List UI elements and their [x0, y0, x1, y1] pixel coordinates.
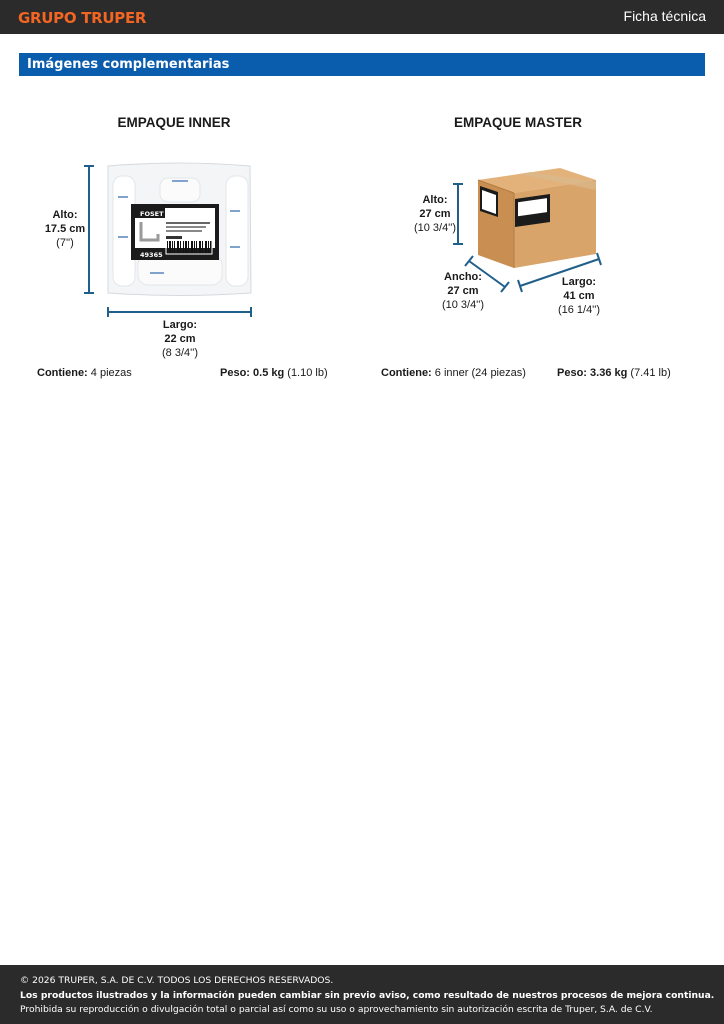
- master-contiene-label: Contiene:: [381, 367, 432, 379]
- inner-bag-image: [108, 163, 251, 296]
- inner-alto-cm: 17.5 cm: [44, 223, 86, 235]
- master-peso-lb: (7.41 lb): [630, 367, 671, 379]
- master-largo-title: Largo:: [561, 276, 597, 288]
- footer-notice: Los productos ilustrados y la información pueden cambiar sin previo aviso, como resultado de nuestros procesos de mejora continua.: [20, 990, 715, 1001]
- inner-contiene: [37, 367, 132, 379]
- footer: [0, 965, 724, 1024]
- master-peso-kg: 3.36 kg: [590, 367, 628, 379]
- inner-alto-title: Alto:: [52, 209, 78, 221]
- master-box-image: [478, 168, 596, 268]
- bag-brand-text: FOSET: [140, 210, 164, 218]
- master-alto-in: (10 3/4''): [413, 222, 457, 234]
- master-alto-label: [408, 193, 462, 235]
- master-largo-label: [551, 275, 607, 317]
- master-contiene: [381, 367, 526, 379]
- inner-largo-label: [150, 318, 210, 360]
- master-ancho-cm: 27 cm: [447, 285, 479, 297]
- master-alto-title: Alto:: [422, 194, 448, 206]
- master-peso: [557, 367, 671, 379]
- section-title: Imágenes complementarias: [27, 57, 230, 72]
- brand-logo: GRUPO TRUPER: [18, 9, 147, 27]
- packaging-illustrations: [0, 0, 724, 400]
- inner-largo-cm: 22 cm: [164, 333, 196, 345]
- master-largo-in: (16 1/4''): [557, 304, 601, 316]
- inner-peso: [220, 367, 328, 379]
- footer-copyright: © 2026 TRUPER, S.A. DE C.V. TODOS LOS DERECHOS RESERVADOS.: [20, 975, 334, 986]
- inner-largo-title: Largo:: [162, 319, 198, 331]
- inner-heading: EMPAQUE INNER: [117, 115, 231, 130]
- inner-peso-label: Peso:: [220, 367, 250, 379]
- master-heading: EMPAQUE MASTER: [453, 115, 582, 130]
- master-peso-label: Peso:: [557, 367, 587, 379]
- master-ancho-title: Ancho:: [444, 271, 482, 283]
- footer-prohibition: Prohibida su reproducción o divulgación total o parcial así como su uso o aprovechamiento sin autorización escrita de Truper, S.A. de C.V.: [20, 1004, 653, 1015]
- inner-peso-kg: 0.5 kg: [253, 367, 285, 379]
- inner-alto-in: (7''): [56, 237, 74, 249]
- inner-peso-lb: (1.10 lb): [287, 367, 328, 379]
- inner-largo-in: (8 3/4''): [162, 347, 198, 359]
- inner-largo-line: [108, 307, 251, 317]
- inner-contiene-value: 4 piezas: [90, 367, 132, 379]
- bag-code-text: 49365: [140, 251, 163, 259]
- master-contiene-value: 6 inner (24 piezas): [434, 367, 526, 379]
- master-ancho-in: (10 3/4''): [441, 299, 485, 311]
- inner-alto-label: [40, 208, 90, 250]
- master-largo-cm: 41 cm: [563, 290, 595, 302]
- master-ancho-label: [436, 270, 490, 312]
- document-type: Ficha técnica: [623, 8, 706, 24]
- inner-contiene-label: Contiene:: [37, 367, 88, 379]
- master-alto-cm: 27 cm: [419, 208, 451, 220]
